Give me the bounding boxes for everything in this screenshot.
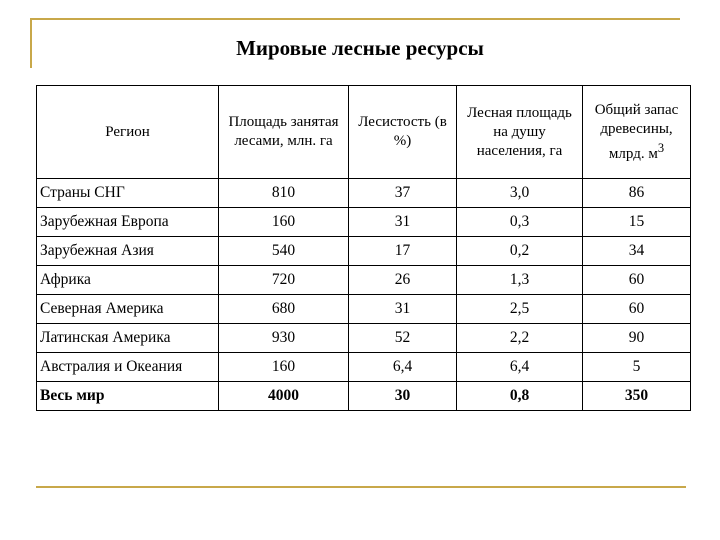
cell-stock: 60	[583, 295, 691, 324]
table-row-total	[37, 382, 691, 411]
header-forest-area: Площадь занятая лесами, млн. га	[219, 86, 349, 179]
cell-area: 4000	[219, 382, 349, 411]
table-row	[37, 295, 691, 324]
table-header-row	[37, 86, 691, 179]
forest-resources-table	[36, 85, 691, 411]
table-row	[37, 353, 691, 382]
table-row	[37, 237, 691, 266]
cell-region: Страны СНГ	[37, 179, 219, 208]
header-forest-cover: Лесистость (в %)	[349, 86, 457, 179]
cell-stock: 90	[583, 324, 691, 353]
bottom-rule	[36, 486, 686, 488]
cell-region: Африка	[37, 266, 219, 295]
cell-stock: 60	[583, 266, 691, 295]
cell-area: 540	[219, 237, 349, 266]
header-per-capita: Лесная площадь на душу населения, га	[457, 86, 583, 179]
cell-cover: 17	[349, 237, 457, 266]
cell-area: 160	[219, 353, 349, 382]
cell-per-capita: 6,4	[457, 353, 583, 382]
cell-stock: 5	[583, 353, 691, 382]
cell-area: 810	[219, 179, 349, 208]
cell-per-capita: 0,2	[457, 237, 583, 266]
table-row	[37, 324, 691, 353]
cell-stock: 34	[583, 237, 691, 266]
cell-stock: 15	[583, 208, 691, 237]
cell-cover: 6,4	[349, 353, 457, 382]
table-row	[37, 266, 691, 295]
cell-region: Зарубежная Европа	[37, 208, 219, 237]
cell-cover: 31	[349, 295, 457, 324]
table-row	[37, 179, 691, 208]
cell-region: Австралия и Океания	[37, 353, 219, 382]
cell-per-capita: 0,8	[457, 382, 583, 411]
cell-per-capita: 2,5	[457, 295, 583, 324]
cell-cover: 37	[349, 179, 457, 208]
cell-area: 160	[219, 208, 349, 237]
cell-region: Северная Америка	[37, 295, 219, 324]
header-wood-stock	[583, 86, 691, 179]
header-region: Регион	[37, 86, 219, 179]
cell-stock: 86	[583, 179, 691, 208]
header-wood-stock-sup: 3	[657, 140, 665, 155]
table-row	[37, 208, 691, 237]
top-rule	[30, 18, 680, 20]
cell-cover: 31	[349, 208, 457, 237]
cell-area: 930	[219, 324, 349, 353]
cell-region: Весь мир	[37, 382, 219, 411]
cell-per-capita: 3,0	[457, 179, 583, 208]
cell-per-capita: 2,2	[457, 324, 583, 353]
cell-area: 720	[219, 266, 349, 295]
cell-per-capita: 0,3	[457, 208, 583, 237]
cell-cover: 52	[349, 324, 457, 353]
cell-area: 680	[219, 295, 349, 324]
page-title: Мировые лесные ресурсы	[236, 36, 484, 60]
cell-region: Зарубежная Азия	[37, 237, 219, 266]
cell-stock: 350	[583, 382, 691, 411]
cell-cover: 30	[349, 382, 457, 411]
cell-region: Латинская Америка	[37, 324, 219, 353]
cell-cover: 26	[349, 266, 457, 295]
cell-per-capita: 1,3	[457, 266, 583, 295]
header-wood-stock-label: Общий запас древесины, млрд. м	[594, 101, 679, 162]
